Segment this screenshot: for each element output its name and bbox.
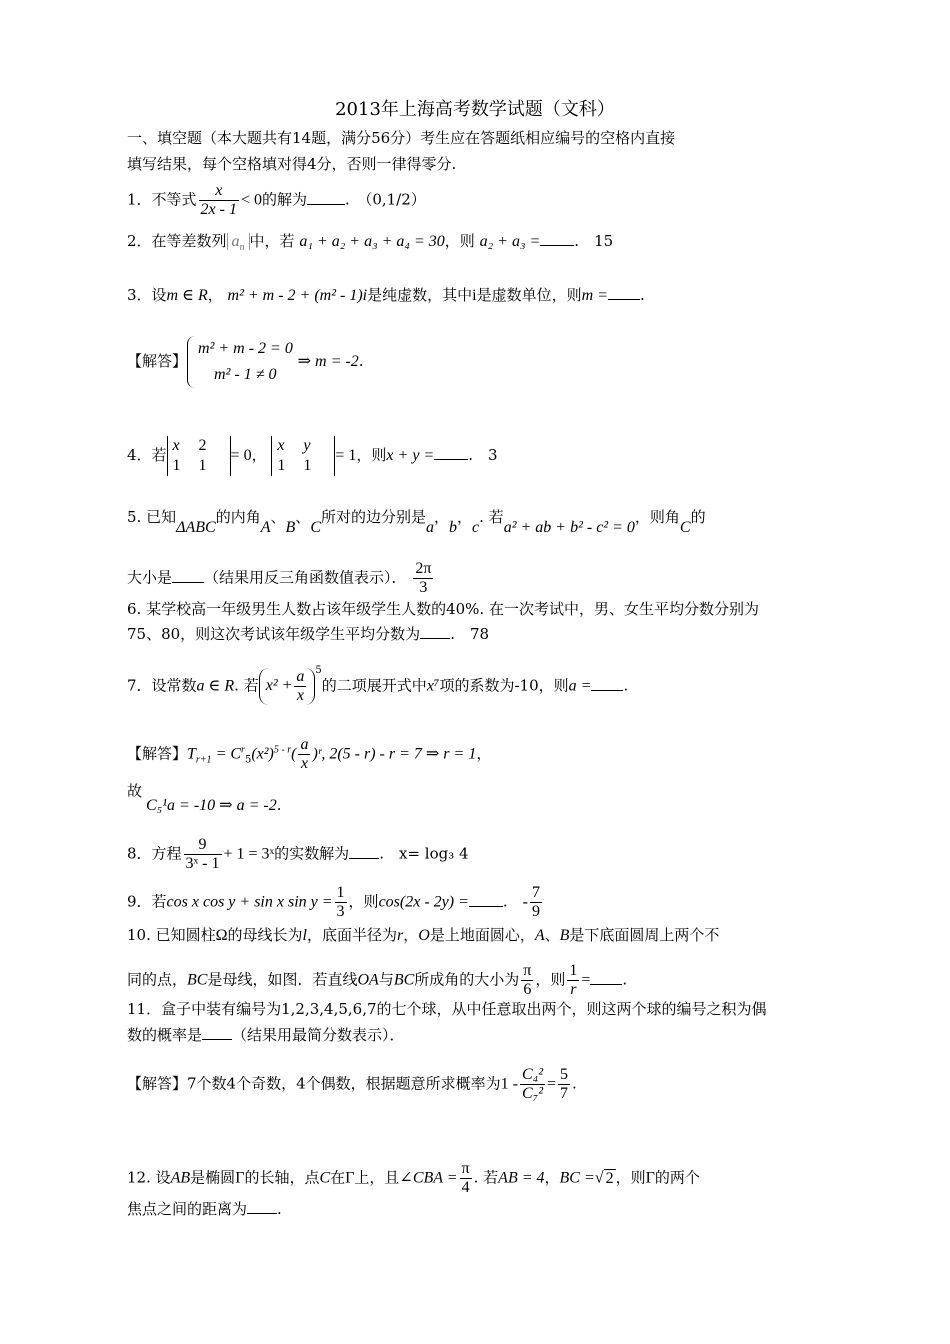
q8-answer: x= log₃ 4	[398, 844, 469, 863]
answer-blank	[590, 975, 622, 985]
answer-blank	[202, 1025, 232, 1040]
question-12: 12. 设AB是椭圆Γ的长轴，点C在Γ上，且∠CBA = $\frac{\pi}{4}$ . 若AB = 4，BC =√ 2 ，则Γ的两个	[127, 1160, 700, 1196]
q6-answer: 78	[469, 625, 490, 643]
question-6: 6. 某学校高一年级男生人数占该年级学生人数的40%. 在一次考试中，男、女生平均分数分别为	[127, 600, 759, 618]
question-7: 7．设常数a ∈ R. 若 x² + $\frac{a}{x}$ $^5$的二项展开式中x⁷项的系数为-10，则a = .	[127, 664, 629, 704]
question-11-line-2: 数的概率是 （结果用最简分数表示）．	[127, 1026, 405, 1044]
question-4: 4．若x 2 1 1= 0， x y 1 1= 1，则x + y = . 3	[127, 437, 498, 474]
question-2: 2．在等差数列 $a_n$ 中，若 a₁ + a₂ + a₃ + a₄ = 30，则 a₂ + a₃ = . 15	[127, 232, 614, 254]
solution-11: 【解答】7个数4个奇数，4个偶数，根据题意所求概率为1 - $\frac{\text{C₄²}}{\text{C₇²}}$ = $\frac{5}{7}$ .	[127, 1066, 577, 1102]
determinant-1: x 2 1 1	[167, 436, 231, 476]
q2-answer: 15	[594, 232, 614, 250]
answer-blank	[307, 190, 345, 205]
answer-blank	[420, 624, 450, 639]
question-5: 5. 已知ΔABC的内角A、B、C所对的边分别是a，b，c. 若a² + ab + b² - c² = 0，则角C的	[127, 508, 706, 536]
solution-7-line-3: C₅¹a = -10 ⇒ a = -2.	[146, 796, 282, 814]
question-3: 3．设m ∈ R， m² + m - 2 + (m² - 1)i是纯虚数，其中i是虚数单位，则m = .	[127, 286, 645, 304]
question-1: 1．不等式 $\frac{x}{2x - 1}$ < 0的解为 . （0,1/2）	[127, 182, 426, 218]
q5-answer: $\frac{2\pi}{3}$	[415, 560, 432, 596]
answer-blank	[349, 844, 379, 859]
solution-3: 【解答】 m² + m - 2 = 0 m² - 1 ≠ 0 ⇒ m = -2.	[127, 336, 813, 388]
question-8: 8．方程 $\frac{9}{\text{3ˣ - 1}}$ + 1 = 3ˣ的实数解为 . x= log₃ 4	[127, 836, 469, 872]
determinant-2: x y 1 1	[271, 436, 335, 476]
equation-system: m² + m - 2 = 0 m² - 1 ≠ 0	[187, 336, 293, 388]
answer-blank	[434, 450, 468, 460]
solution-7: 【解答】$T_{r+1} = C^r_5(x^2)^{5 - r}$( $\frac{a}{x}$ )ʳ, 2(5 - r) - r = 7 ⇒ r = 1，	[127, 736, 492, 772]
question-10-line-2: 同的点，BC是母线，如图．若直线OA与BC所成角的大小为 $\frac{\pi}{6}$ ，则 $\frac{1}{r}$ = .	[127, 962, 628, 998]
answer-blank	[247, 1199, 277, 1214]
answer-blank	[469, 892, 503, 907]
question-11: 11．盒子中装有编号为1,2,3,4,5,6,7的七个球，从中任意取出两个，则这两个球的编号之积为偶	[127, 1000, 767, 1018]
q1-fraction: $\frac{x}{2x - 1}$	[200, 182, 237, 218]
answer-blank	[172, 568, 204, 583]
intro-line-1: 一、填空题（本大题共有14题，满分56分）考生应在答题纸相应编号的空格内直接	[127, 129, 676, 147]
question-5-line-2: 大小是 （结果用反三角函数值表示）． $\frac{2\pi}{3}$	[127, 560, 432, 596]
solution-7-line-2: 故	[127, 782, 143, 800]
intro-line-2: 填写结果，每个空格填对得4分，否则一律得零分.	[127, 155, 457, 173]
q1-answer: （0,1/2）	[364, 190, 426, 209]
q2-sequence: $a_n$	[227, 233, 250, 250]
q9-answer: $\frac{7}{9}$	[532, 884, 540, 920]
question-10: 10. 已知圆柱Ω的母线长为l，底面半径为r，O是上地面圆心，A、B是下底面圆周上两个不	[127, 926, 720, 944]
page-title: 2013年上海高考数学试题（文科）	[335, 99, 615, 120]
question-6-line-2: 75、80，则这次考试该年级学生平均分数为 . 78	[127, 625, 490, 643]
question-9: 9．若cos x cos y + sin x sin y = $\frac{1}{3}$ ，则cos(2x - 2y) = . - $\frac{7}{9}$	[127, 884, 540, 920]
answer-blank	[608, 290, 640, 300]
answer-blank	[540, 236, 574, 246]
binomial-base: x² + $\frac{a}{x}$	[259, 668, 316, 705]
question-12-line-2: 焦点之间的距离为 .	[127, 1200, 282, 1218]
q4-answer: 3	[488, 446, 498, 464]
answer-blank	[591, 681, 623, 691]
